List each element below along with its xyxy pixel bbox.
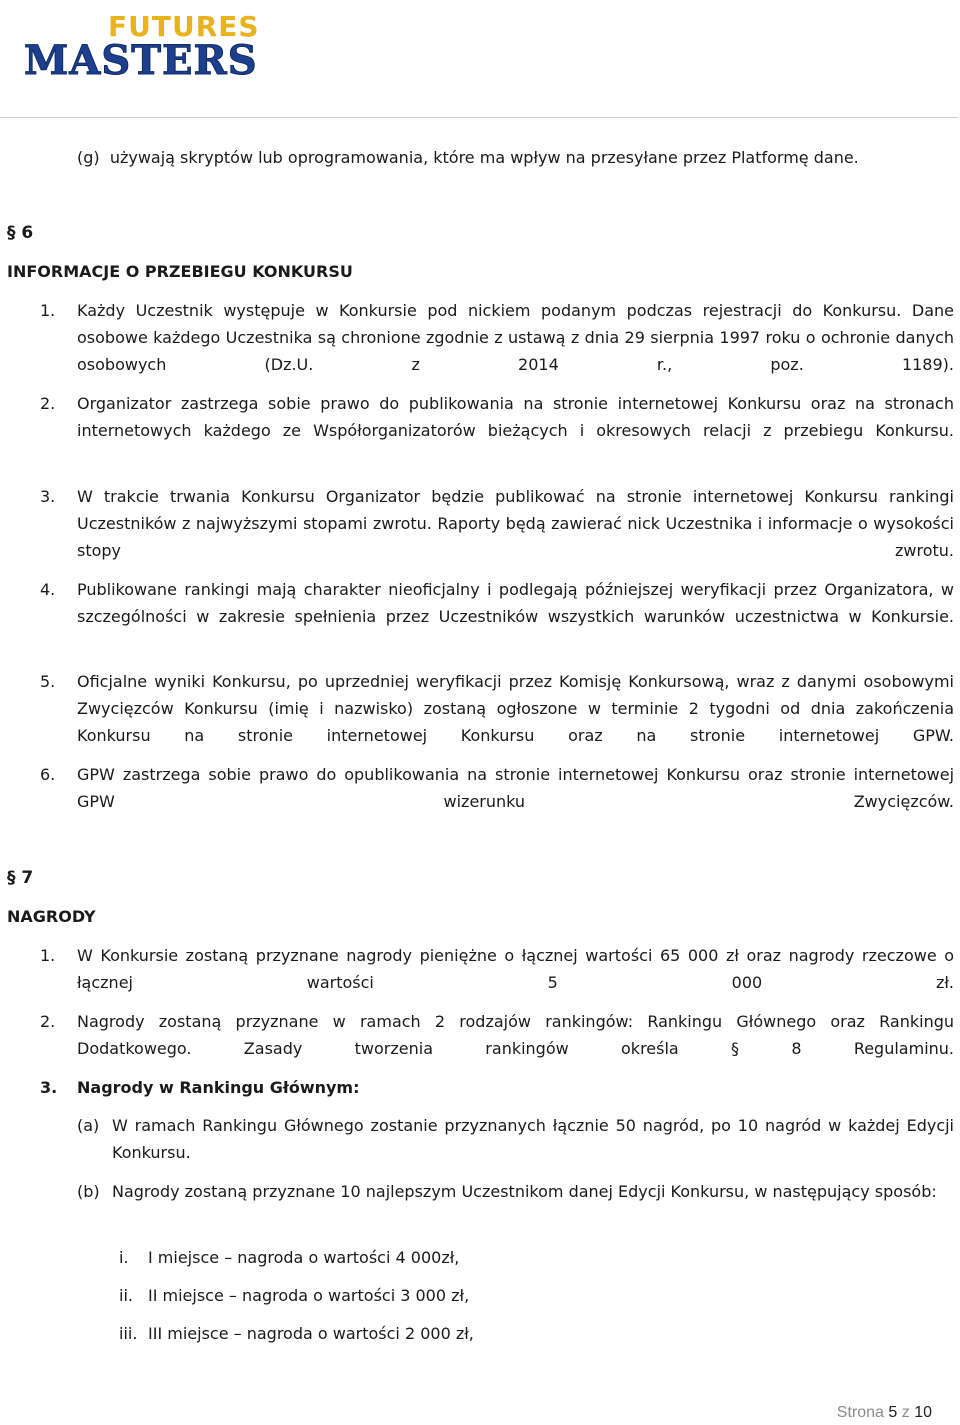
subitem-a-line-1: W ramach Rankingu Głównego zostanie przyznanych łącznie 50 nagród, po 10 nagród w każdej [112,1116,900,1135]
place-3-text: III miejsce – nagroda o wartości 2 000 zł, [148,1324,474,1343]
s6-item-6-line-2: internetowej GPW wizerunku Zwycięzców. [77,765,955,811]
s6-item-4-number: 4. [40,580,56,599]
section-6-title: INFORMACJE O PRZEBIEGU KONKURSU [7,262,353,281]
s6-item-1-number: 1. [40,301,56,320]
s6-item-2-line-2: stronach internetowych każdego ze Współorganizatorów bieżących i okresowych relacji z przebiegu [77,394,954,440]
subitem-b-line-2: sposób: [874,1182,937,1201]
s6-item-5-text [77,668,954,776]
intro-item-label: (g) [77,148,100,167]
s6-item-4-line-3: uczestnictwa w Konkursie. [734,607,955,626]
footer-page: 5 [888,1404,898,1421]
s6-item-4-text [77,576,954,657]
place-3-label: iii. [119,1324,138,1343]
s6-item-1-line-2: Dane osobowe każdego Uczestnika są chronione zgodnie z ustawą z dnia 29 sierpnia 1997 roku o [77,301,954,347]
footer-of: z [901,1404,910,1421]
s6-item-6-line-1: GPW zastrzega sobie prawo do opublikowania na stronie internetowej Konkursu oraz stronie [77,765,846,784]
s6-item-1-text [77,297,954,405]
section-6-number: § 6 [7,223,34,243]
page-number-footer [837,1404,932,1422]
s7-item-2-line-2: Dodatkowego. Zasady tworzenia rankingów określa § 8 Regulaminu. [77,1039,954,1058]
place-2-text: II miejsce – nagroda o wartości 3 000 zł, [148,1286,470,1305]
s6-item-3-line-3: informacje o wysokości stopy zwrotu. [77,514,955,560]
s6-item-6-text [77,761,954,842]
s6-item-4-line-1: Publikowane rankingi mają charakter nieoficjalny i podlegają późniejszej weryfikacji przez [77,580,817,599]
footer-prefix: Strona [836,1404,884,1421]
s6-item-1-line-1: Każdy Uczestnik występuje w Konkursie pod nickiem podanym podczas rejestracji do Konkursu. [77,301,902,320]
s7-item-1-line-2: rzeczowe o łącznej wartości 5 000 zł. [77,946,955,992]
subitem-a-line-2: Edycji Konkursu. [112,1116,954,1162]
footer-total: 10 [914,1404,932,1421]
section-7-title: NAGRODY [7,907,96,926]
s7-item-3-number: 3. [40,1078,58,1097]
s6-item-2-line-1: Organizator zastrzega sobie prawo do publikowania na stronie internetowej Konkursu oraz na [77,394,875,413]
s6-item-5-line-3: zakończenia Konkursu na stronie internetowej Konkursu oraz na stronie internetowej GPW. [77,699,955,745]
s6-item-1-line-3: ochronie danych osobowych (Dz.U. z 2014 r., poz. 1189). [77,328,955,374]
s6-item-6-number: 6. [40,765,56,784]
s6-item-2-text [77,390,954,471]
s6-item-5-line-2: osobowymi Zwycięzców Konkursu (imię i nazwisko) zostaną ogłoszone w terminie 2 tygodni od dnia [77,672,954,718]
subitem-b-line-1: Nagrody zostaną przyznane 10 najlepszym Uczestnikom danej Edycji Konkursu, w następujący [112,1182,870,1201]
intro-item [77,144,859,171]
s7-item-3-heading: Nagrody w Rankingu Głównym: [77,1078,360,1097]
s6-item-4-line-2: Organizatora, w szczególności w zakresie spełnienia przez Uczestników wszystkich warunków [77,580,955,626]
s6-item-3-text [77,483,954,591]
s7-item-2-line-1: Nagrody zostaną przyznane w ramach 2 rodzajów rankingów: Rankingu Głównego oraz Rankingu [77,1012,954,1031]
subitem-b-label: (b) [77,1182,100,1201]
s6-item-2-line-3: Konkursu. [875,421,954,440]
s6-item-2-number: 2. [40,394,56,413]
subitem-b-text [112,1178,954,1205]
place-1-label: i. [119,1248,129,1267]
section-7-number: § 7 [7,868,34,888]
s7-item-1-number: 1. [40,946,56,965]
s6-item-5-line-1: Oficjalne wyniki Konkursu, po uprzedniej weryfikacji przez Komisję Konkursową, wraz z danymi [77,672,857,691]
s6-item-5-number: 5. [40,672,56,691]
s6-item-3-number: 3. [40,487,56,506]
s7-item-1-line-1: W Konkursie zostaną przyznane nagrody pieniężne o łącznej wartości 65 000 zł oraz nagrody [77,946,855,965]
s6-item-3-line-2: rankingi Uczestników z najwyższymi stopami zwrotu. Raporty będą zawierać nick Uczestnika i [77,487,954,533]
header-divider [0,117,958,118]
subitem-a-text [112,1112,954,1166]
s7-item-2-number: 2. [40,1012,56,1031]
futures-masters-logo [22,6,260,84]
s6-item-3-line-1: W trakcie trwania Konkursu Organizator będzie publikować na stronie internetowej Konkursu [77,487,878,506]
subitem-a-label: (a) [77,1116,100,1135]
logo-futures-text: FUTURES [108,10,260,43]
place-1-text: I miejsce – nagroda o wartości 4 000zł, [148,1248,460,1267]
intro-item-text: używają skryptów lub oprogramowania, które ma wpływ na przesyłane przez Platformę dane. [109,148,859,167]
place-2-label: ii. [119,1286,133,1305]
logo-masters-text: MASTERS [24,37,258,84]
